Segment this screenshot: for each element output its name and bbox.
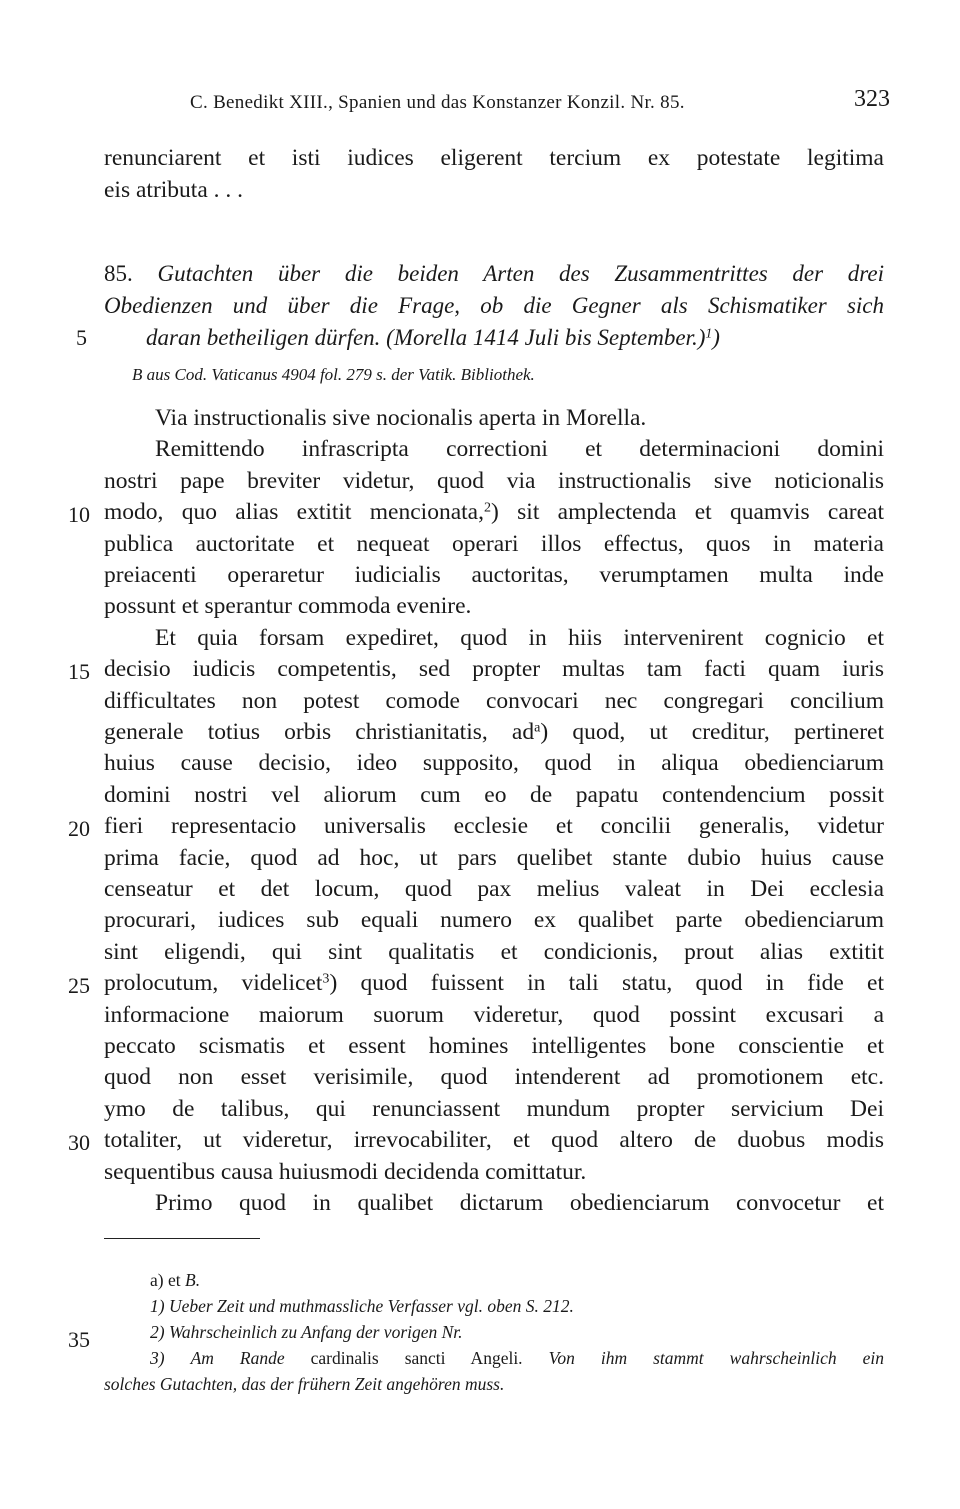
document-heading-line: daran betheiligen dürfen. (Morella 1414 Juli bis September.)$^1$) [146,325,720,350]
footnote-3 [150,1346,884,1371]
document-heading-line [104,259,884,290]
body-line [155,1188,884,1219]
footnote-text: et [167,1270,185,1290]
line-number: 5 [76,325,87,350]
body-line [155,434,884,465]
footnote-3-continuation: solches Gutachten, das der frühern Zeit angehören muss. [104,1374,505,1394]
line-number: 35 [68,1327,90,1352]
body-line-text: huius cause decisio, ideo supposito, quod in aliqua obedienciarum [104,750,884,776]
body-line [104,529,884,560]
footnote-mark: a) [150,1270,164,1290]
body-line [104,654,884,685]
footnote-ref: a [534,719,541,736]
footnote-2 [150,1320,884,1345]
body-line-text: fieri representacio universalis ecclesie et concilii generalis, videtur [104,813,884,839]
running-title: C. Benedikt XIII., Spanien und das Konstanzer Konzil. Nr. 85. [190,92,685,113]
body-line [104,1125,884,1156]
footnote-ref: 2 [483,499,492,516]
body-line-text: peccato scismatis et essent homines intelligentes bone conscientie et [104,1033,884,1059]
body-line [104,937,884,968]
body-line-text: ymo de talibus, qui renunciassent mundum propter servicium Dei [104,1096,884,1122]
body-line: modo, quo alias extitit mencionata,$^2$) sit amplectenda et quamvis careat [104,499,884,525]
body-line-text: sint eligendi, qui sint qualitatis et condicionis, prout alias extitit [104,939,884,965]
body-line-text: prolocutum, videlicet [104,970,323,996]
intro-line: eis atributa . . . [104,177,244,203]
footnote-text: Wahrscheinlich zu Anfang der vorigen Nr. [168,1322,463,1342]
body-line-text: modo, quo alias extitit mencionata, [104,499,484,525]
body-line-text: decisio iudicis competentis, sed propter multas tam facti quam iuris [104,656,884,682]
line-number: 15 [68,659,90,684]
body-line-text: informacione maiorum suorum videretur, quod possint excusari a [104,1002,884,1028]
body-line-text: possunt et sperantur commoda evenire. [104,593,472,619]
body-line-text: domini nostri vel aliorum cum eo de papatu contendencium possit [104,782,884,808]
footnote-divider [104,1238,260,1239]
body-line [104,780,884,811]
document-number: 85. [104,261,133,286]
body-line [104,1062,884,1093]
body-line-text: difficultates non potest comode convocari nec congregari concilium [104,688,884,714]
body-line [155,403,884,434]
body-line [104,748,884,779]
intro-line: renunciarent et isti iudices eligerent tercium ex potestate legitima [104,145,884,171]
body-line: generale totius orbis christianitatis, $ad^a$) quod, ut creditur, pertineret [104,719,884,745]
footnote-ref: 1 [705,325,713,341]
source-citation: B aus Cod. Vaticanus 4904 fol. 279 s. der Vatik. Bibliothek. [132,365,535,384]
body-line [104,811,884,842]
body-line-text: generale totius orbis christianitatis, ad [104,719,535,745]
footnote-1 [150,1294,884,1319]
body-line-text: Remittendo infrascripta correctioni et determinacioni domini [155,436,884,462]
line-number: 25 [68,973,90,998]
body-line [104,1157,884,1188]
footnote-text: Von ihm stammt wahrscheinlich ein [548,1348,884,1368]
body-line [104,905,884,936]
body-line-text: quod, ut creditur, pertineret [548,719,884,745]
body-line [155,623,884,654]
document-heading-line: Obedienzen und über die Frage, ob die Gegner als Schismatiker sich [104,293,884,318]
footnote-text: cardinalis sancti Angeli. [284,1348,549,1368]
body-line [104,874,884,905]
body-line-text: Via instructionalis sive nocionalis aperta in Morella. [155,405,647,431]
footnote-mark: 1) [150,1296,165,1316]
body-line-text: Primo quod in qualibet dictarum obedienciarum convocetur et [155,1190,884,1216]
body-line-text: Et quia forsam expediret, quod in hiis intervenirent cognicio et [155,625,884,651]
body-line [104,1000,884,1031]
body-line-text: quod fuissent in tali statu, quod in fide et [337,970,884,996]
body-line-text: publica auctoritate et nequeat operari illos effectus, quos in materia [104,531,884,557]
body-line-text: totaliter, ut videretur, irrevocabiliter, et quod altero de duobus modis [104,1127,884,1153]
body-line-text: procurari, iudices sub equali numero ex qualibet parte obedienciarum [104,907,884,933]
body-line [104,843,884,874]
footnote-mark: 2) [150,1322,165,1342]
page-header [190,86,890,122]
footnote-text: Am Rande [190,1348,285,1368]
body-line: prolocutum, videlicet$^3$) quod fuissent in tali statu, quod in fide et [104,970,884,996]
document-heading-text: daran betheiligen dürfen. (Morella 1414 Juli bis September.) [146,325,706,350]
body-line-text: censeatur et det locum, quod pax melius valeat in Dei ecclesia [104,876,884,902]
body-line-text: prima facie, quod ad hoc, ut pars quelibet stante dubio huius cause [104,845,884,871]
footnote-a [150,1268,884,1293]
body-line [104,560,884,591]
line-number: 20 [68,816,90,841]
line-number: 10 [68,502,90,527]
line-number: 30 [68,1130,90,1155]
body-line [104,1031,884,1062]
footnote-text: Ueber Zeit und muthmassliche Verfasser vgl. oben S. 212. [168,1296,574,1316]
body-line-text: sit amplectenda et quamvis careat [498,499,884,525]
body-line [104,1094,884,1125]
body-line-text: sequentibus causa huiusmodi decidenda comittatur. [104,1159,587,1185]
body-line [104,591,884,622]
body-line [104,686,884,717]
footnote-ref: 3 [322,970,330,987]
footnote-mark: 3) [150,1348,165,1368]
body-line-text: quod non esset verisimile, quod intenderent ad promotionem etc. [104,1064,884,1090]
footnote-text: B. [185,1270,201,1290]
body-line [104,466,884,497]
document-heading-text: Gutachten über die beiden Arten des Zusammentrittes der drei [157,261,884,286]
page-number: 323 [854,86,890,112]
body-line-text: preiacenti operaretur iudicialis auctoritas, verumptamen multa inde [104,562,884,588]
body-line-text: nostri pape breviter videtur, quod via instructionalis sive noticionalis [104,468,884,494]
